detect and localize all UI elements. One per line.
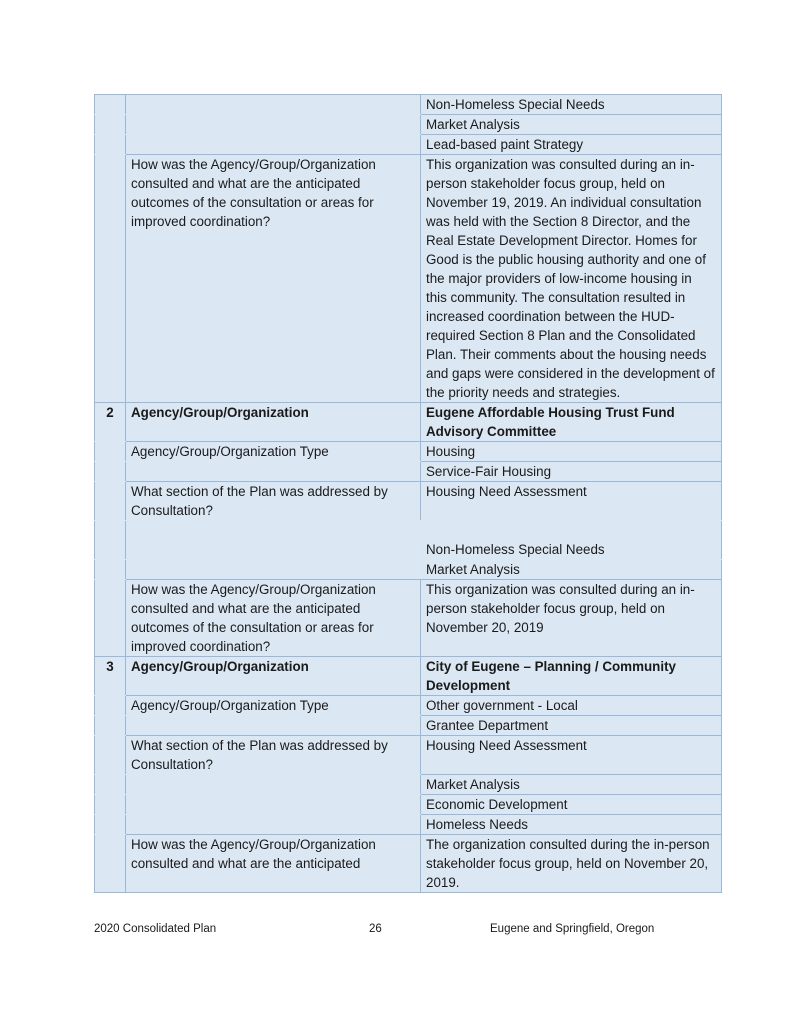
section-value: Housing Need Assessment xyxy=(421,736,722,775)
section-value-cell: Lead-based paint Strategy xyxy=(421,135,722,155)
section-value: Market Analysis xyxy=(421,775,722,795)
section-value: Homeless Needs xyxy=(421,815,722,835)
table-row xyxy=(95,115,722,135)
row-number: 2 xyxy=(95,403,126,442)
row-number-cell xyxy=(95,95,126,115)
page-footer xyxy=(0,923,800,939)
how-consulted-value: This organization was consulted during an in-person stakeholder focus group, held on November 20, 2019 xyxy=(421,580,722,657)
table-row xyxy=(95,580,722,657)
agency-type-value: Other government - Local xyxy=(421,696,722,716)
table-row xyxy=(95,482,722,521)
agency-label: Agency/Group/Organization xyxy=(126,403,421,442)
agency-type-value: Grantee Department xyxy=(421,716,722,736)
section-value-cell: Non-Homeless Special Needs xyxy=(421,95,722,115)
section-label: What section of the Plan was addressed by Consultation? xyxy=(126,482,421,521)
consultation-table xyxy=(94,94,722,893)
table-row xyxy=(95,775,722,795)
agency-type-value: Service-Fair Housing xyxy=(421,462,722,482)
table-row xyxy=(95,696,722,716)
agency-value: Eugene Affordable Housing Trust Fund Advisory Committee xyxy=(421,403,722,442)
section-value: Economic Development xyxy=(421,795,722,815)
table-row xyxy=(95,560,722,580)
row-number: 3 xyxy=(95,657,126,696)
table-row xyxy=(95,835,722,893)
section-value: Non-Homeless Special Needs xyxy=(421,521,722,560)
table-row xyxy=(95,442,722,462)
agency-label: Agency/Group/Organization xyxy=(126,657,421,696)
agency-type-label: Agency/Group/Organization Type xyxy=(126,696,421,716)
section-label: What section of the Plan was addressed by Consultation? xyxy=(126,736,421,775)
table-row xyxy=(95,716,722,736)
table-row xyxy=(95,155,722,403)
section-value-cell: Market Analysis xyxy=(421,115,722,135)
how-consulted-value: This organization was consulted during an in-person stakeholder focus group, held on November 19, 2019. An individual consultation was held with the Section 8 Director, and the Real Estate Development Director. Homes for Good is the public housing authority and one of the major providers of low-income housing in this community. The consultation resulted in increased coordination between the HUD-required Section 8 Plan and the Consolidated Plan. Their comments about the housing needs and gaps were considered in the development of the priority needs and strategies. xyxy=(421,155,722,403)
table-row xyxy=(95,95,722,115)
how-consulted-label: How was the Agency/Group/Organization consulted and what are the anticipated xyxy=(126,835,421,893)
section-value: Market Analysis xyxy=(421,560,722,580)
agency-value: City of Eugene – Planning / Community Development xyxy=(421,657,722,696)
table-row xyxy=(95,736,722,775)
footer-right: Eugene and Springfield, Oregon xyxy=(490,923,655,935)
table-row xyxy=(95,462,722,482)
footer-left: 2020 Consolidated Plan xyxy=(94,923,217,935)
section-label-cell xyxy=(126,95,421,115)
section-value: Housing Need Assessment xyxy=(421,482,722,521)
table-row xyxy=(95,815,722,835)
agency-type-value: Housing xyxy=(421,442,722,462)
how-consulted-value: The organization consulted during the in-person stakeholder focus group, held on November 20, 2019. xyxy=(421,835,722,893)
table-row xyxy=(95,135,722,155)
agency-type-label: Agency/Group/Organization Type xyxy=(126,442,421,462)
how-consulted-label: How was the Agency/Group/Organization consulted and what are the anticipated outcomes of the consultation or areas for improved coordination? xyxy=(126,580,421,657)
how-consulted-label: How was the Agency/Group/Organization consulted and what are the anticipated outcomes of the consultation or areas for improved coordination? xyxy=(126,155,421,403)
table-row xyxy=(95,521,722,560)
table-row xyxy=(95,795,722,815)
table-row xyxy=(95,403,722,442)
table-row xyxy=(95,657,722,696)
page-number: 26 xyxy=(369,923,382,935)
